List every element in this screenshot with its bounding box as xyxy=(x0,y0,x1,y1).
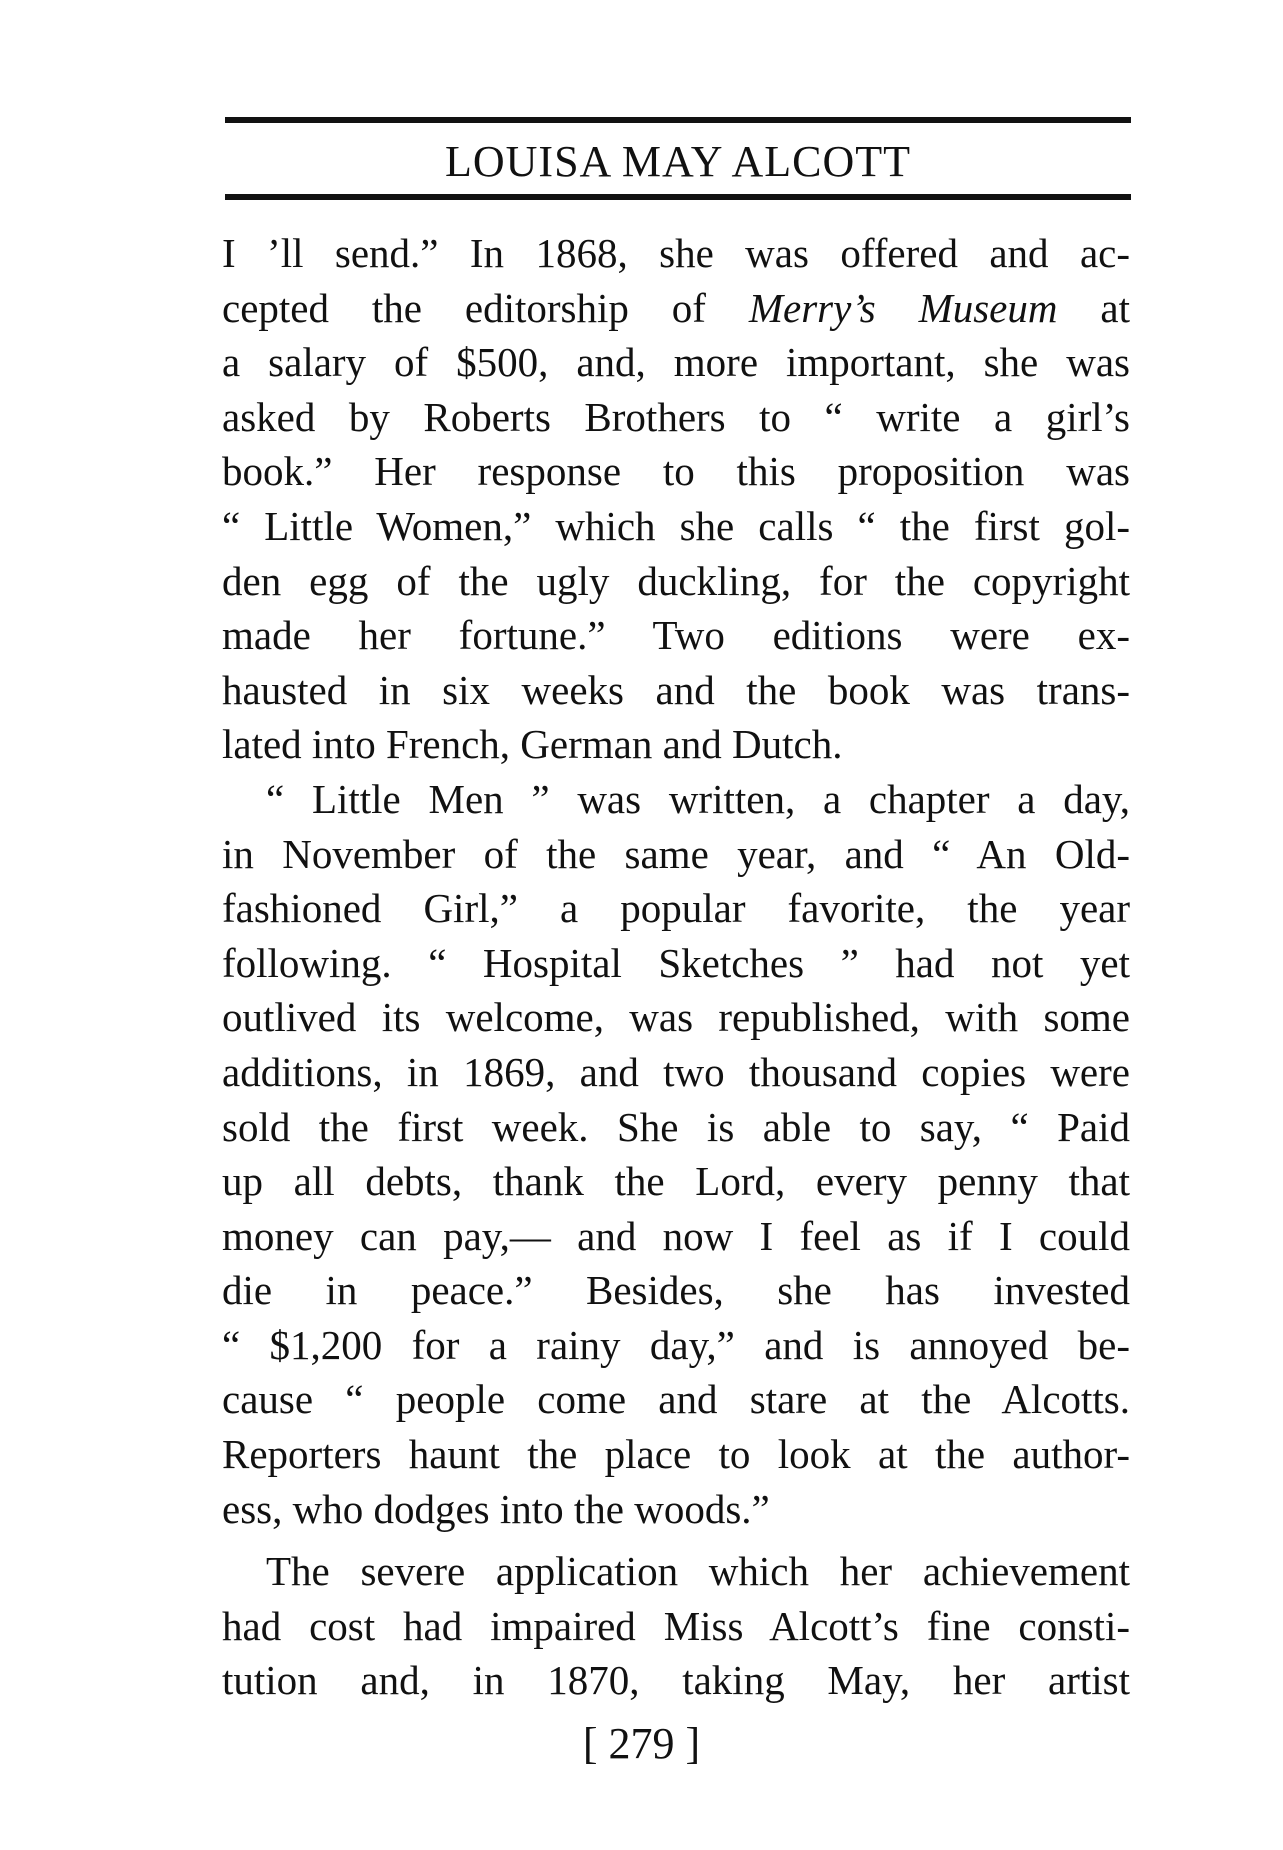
text-line: additions, in 1869, and two thousand copies were xyxy=(222,1048,1130,1095)
text-line: in November of the same year, and “ An Old- xyxy=(222,830,1130,877)
text-line: ess, who dodges into the woods.” xyxy=(222,1485,770,1532)
text-line: had cost had impaired Miss Alcott’s fine consti- xyxy=(222,1602,1130,1649)
body-text xyxy=(222,226,1130,1708)
text-line: cepted the editorship of Merry’s Museum at xyxy=(222,284,1131,331)
paragraph-gap xyxy=(222,1536,1130,1544)
text-line: “ Little Men ” was written, a chapter a day, xyxy=(266,775,1130,822)
text-line: asked by Roberts Brothers to “ write a girl’s xyxy=(222,393,1130,440)
paragraph-3 xyxy=(222,1544,1130,1708)
text-line: cause “ people come and stare at the Alcotts. xyxy=(222,1376,1130,1423)
paragraph-2 xyxy=(222,772,1130,1536)
text-line: The severe application which her achievement xyxy=(266,1548,1130,1595)
text-line: following. “ Hospital Sketches ” had not yet xyxy=(222,939,1130,986)
text-line: Reporters haunt the place to look at the author- xyxy=(222,1431,1130,1478)
text-line: sold the first week. She is able to say, “ Paid xyxy=(222,1103,1130,1150)
text-line: money can pay,— and now I feel as if I could xyxy=(222,1212,1130,1259)
text-line: den egg of the ugly duckling, for the copyright xyxy=(222,557,1130,604)
text-line: I ’ll send.” In 1868, she was offered and ac- xyxy=(222,230,1130,276)
text-line: die in peace.” Besides, she has invested xyxy=(222,1267,1130,1314)
text-line: a salary of $500, and, more important, she was xyxy=(222,339,1130,386)
text-line: hausted in six weeks and the book was trans- xyxy=(222,666,1130,713)
text-line: up all debts, thank the Lord, every penny that xyxy=(222,1158,1130,1205)
header-bottom-rule xyxy=(225,194,1131,200)
text-line: outlived its welcome, was republished, with some xyxy=(222,994,1130,1041)
header-top-rule xyxy=(225,117,1131,123)
page-number: [ 279 ] xyxy=(582,1719,701,1768)
journal-title: Merry’s Museum xyxy=(748,284,1058,331)
text-line: tution and, in 1870, taking May, her artist xyxy=(222,1657,1130,1704)
text-line: lated into French, German and Dutch. xyxy=(222,721,843,768)
text-line: fashioned Girl,” a popular favorite, the year xyxy=(222,885,1130,932)
text-line: “ Little Women,” which she calls “ the first gol- xyxy=(222,502,1130,549)
text-line: book.” Her response to this proposition was xyxy=(222,448,1130,495)
text-line: made her fortune.” Two editions were ex- xyxy=(222,612,1130,659)
text-line: “ $1,200 for a rainy day,” and is annoyed be- xyxy=(222,1321,1130,1368)
paragraph-1 xyxy=(222,226,1130,772)
running-head-title: LOUISA MAY ALCOTT xyxy=(444,137,911,186)
